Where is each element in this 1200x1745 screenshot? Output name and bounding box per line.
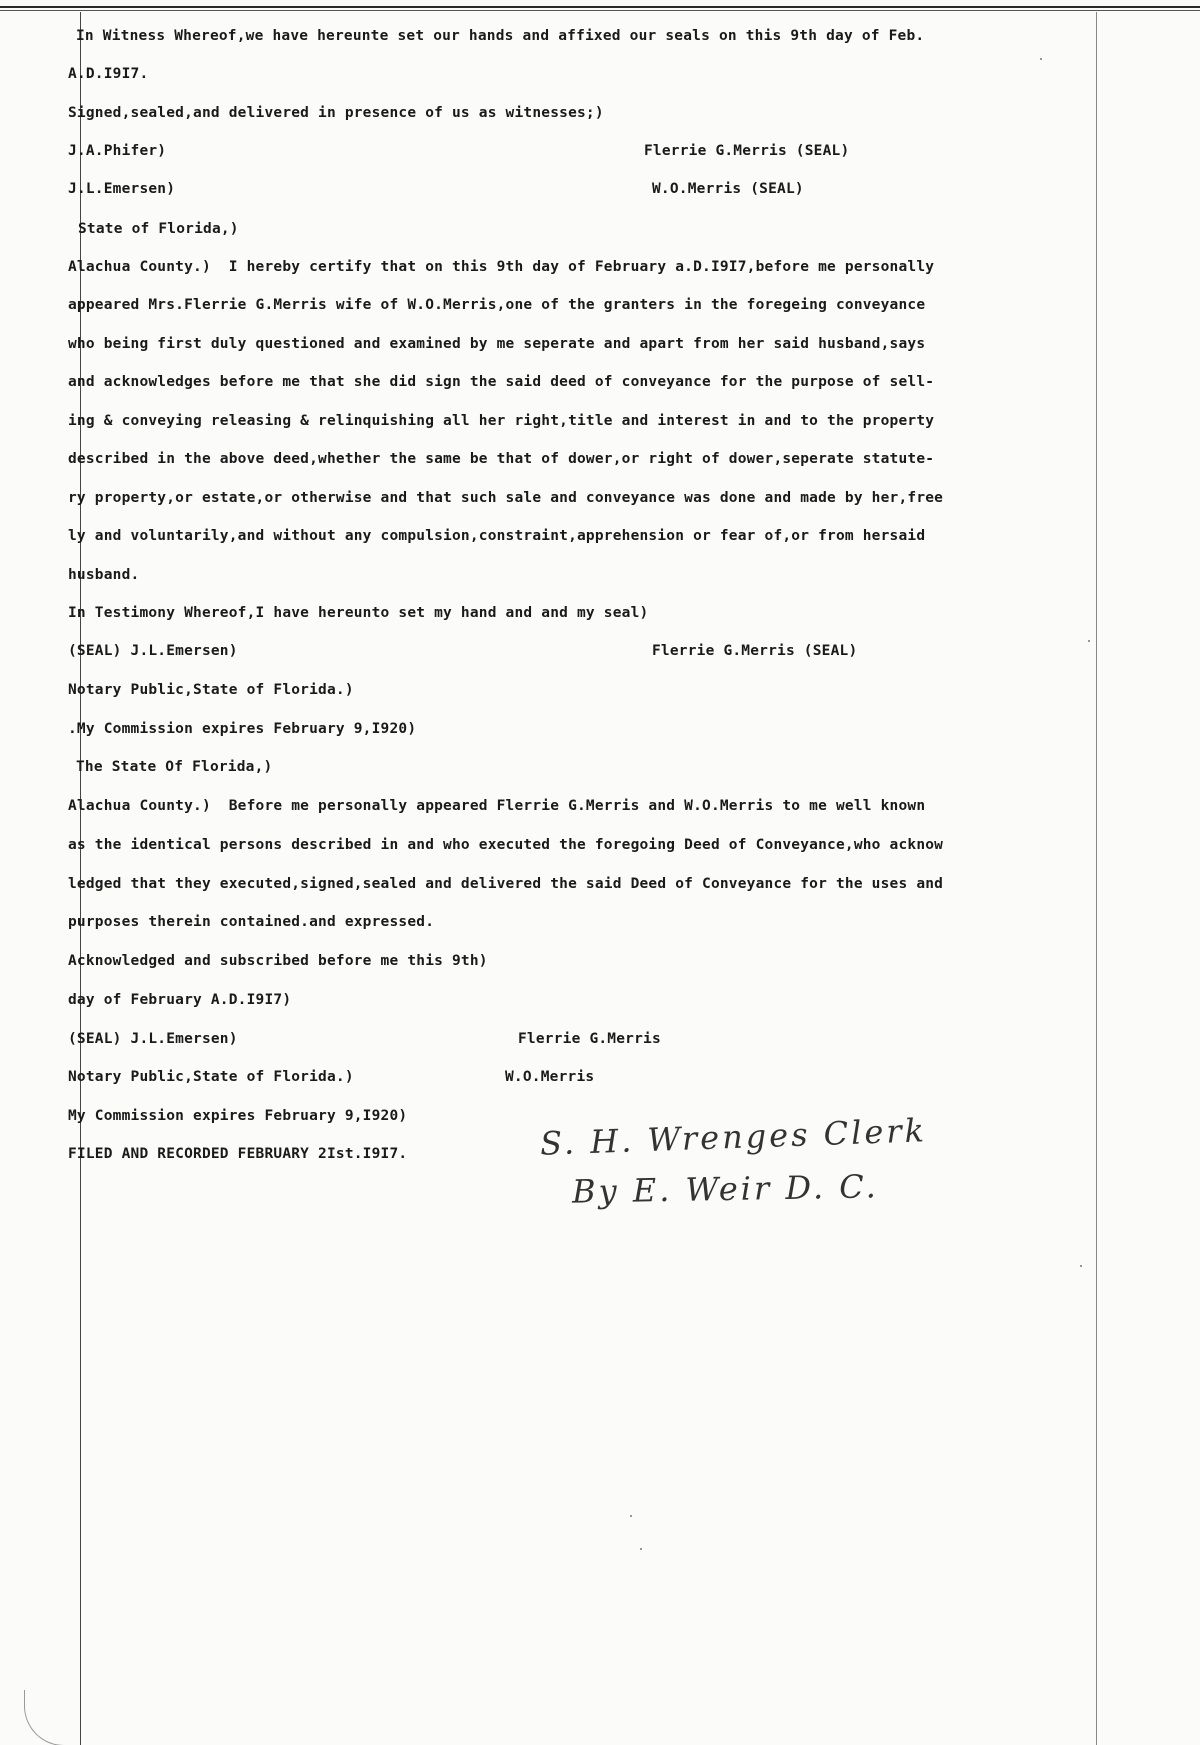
state-heading-1: State of Florida,) bbox=[78, 221, 239, 237]
deputy-clerk-signature: By E. Weir D. C. bbox=[571, 1167, 880, 1211]
signed-sealed-line: Signed,sealed,and delivered in presence of us as witnesses;) bbox=[68, 105, 604, 121]
scan-speck bbox=[1088, 640, 1090, 642]
certification-line-3: who being first duly questioned and examined by me seperate and apart from her said husband,says bbox=[68, 336, 926, 352]
acknowledgment-line-3: ledged that they executed,signed,sealed and delivered the said Deed of Conveyance for the uses and bbox=[68, 876, 944, 892]
certification-line-4: and acknowledges before me that she did sign the said deed of conveyance for the purpose of sell- bbox=[68, 374, 935, 390]
scan-speck bbox=[1080, 1265, 1082, 1267]
grantor-signature-2: W.O.Merris (SEAL) bbox=[652, 181, 804, 197]
grantor-signature-1: Flerrie G.Merris (SEAL) bbox=[644, 143, 850, 159]
scan-speck bbox=[640, 1548, 642, 1550]
certification-line-5: ing & conveying releasing & relinquishing all her right,title and interest in and to the property bbox=[68, 413, 935, 429]
notary-title-2: Notary Public,State of Florida.) bbox=[68, 1069, 354, 1085]
notary-seal-1: (SEAL) J.L.Emersen) bbox=[68, 643, 238, 659]
top-rule bbox=[0, 6, 1200, 8]
notary-title-1: Notary Public,State of Florida.) bbox=[68, 682, 354, 698]
certification-line-6: described in the above deed,whether the same be that of dower,or right of dower,seperate statute- bbox=[68, 451, 935, 467]
testimony-line: In Testimony Whereof,I have hereunto set my hand and and my seal) bbox=[68, 605, 649, 621]
witness-name-1: J.A.Phifer) bbox=[68, 143, 167, 159]
page-curl-edge bbox=[24, 1690, 85, 1745]
certification-line-2: appeared Mrs.Flerrie G.Merris wife of W.O.Merris,one of the granters in the foregeing conveyance bbox=[68, 297, 926, 313]
certification-line-7: ry property,or estate,or otherwise and that such sale and conveyance was done and made by her,free bbox=[68, 490, 944, 506]
acknowledgment-line-2: as the identical persons described in and who executed the foregoing Deed of Conveyance,who acknow bbox=[68, 837, 944, 853]
certification-line-1: Alachua County.) I hereby certify that on this 9th day of February a.D.I9I7,before me personally bbox=[68, 259, 935, 275]
clerk-signature: S. H. Wrenges Clerk bbox=[539, 1111, 928, 1163]
top-rule-secondary bbox=[0, 10, 1200, 11]
commission-expiry-2: My Commission expires February 9,I920) bbox=[68, 1108, 408, 1124]
witness-clause: In Witness Whereof,we have hereunte set our hands and affixed our seals on this 9th day of Feb. bbox=[76, 28, 925, 44]
grantor-signature-5: W.O.Merris bbox=[505, 1069, 595, 1085]
scan-speck bbox=[630, 1515, 632, 1517]
grantor-signature-4: Flerrie G.Merris bbox=[518, 1031, 661, 1047]
certification-line-9: husband. bbox=[68, 567, 140, 583]
witness-date: A.D.I9I7. bbox=[68, 66, 149, 82]
grantor-signature-3: Flerrie G.Merris (SEAL) bbox=[652, 643, 858, 659]
acknowledgment-line-1: Alachua County.) Before me personally appeared Flerrie G.Merris and W.O.Merris to me well known bbox=[68, 798, 926, 814]
subscribed-date: day of February A.D.I9I7) bbox=[68, 992, 292, 1008]
right-margin-line bbox=[1096, 12, 1097, 1745]
filed-recorded-line: FILED AND RECORDED FEBRUARY 2Ist.I9I7. bbox=[68, 1146, 408, 1162]
witness-name-2: J.L.Emersen) bbox=[68, 181, 176, 197]
certification-line-8: ly and voluntarily,and without any compulsion,constraint,apprehension or fear of,or from hersaid bbox=[68, 528, 926, 544]
scan-speck bbox=[1040, 58, 1042, 60]
state-heading-2: The State Of Florida,) bbox=[76, 759, 273, 775]
notary-seal-2: (SEAL) J.L.Emersen) bbox=[68, 1031, 238, 1047]
commission-expiry-1: .My Commission expires February 9,I920) bbox=[68, 721, 417, 737]
subscribed-line: Acknowledged and subscribed before me this 9th) bbox=[68, 953, 488, 969]
acknowledgment-line-4: purposes therein contained.and expressed. bbox=[68, 914, 435, 930]
